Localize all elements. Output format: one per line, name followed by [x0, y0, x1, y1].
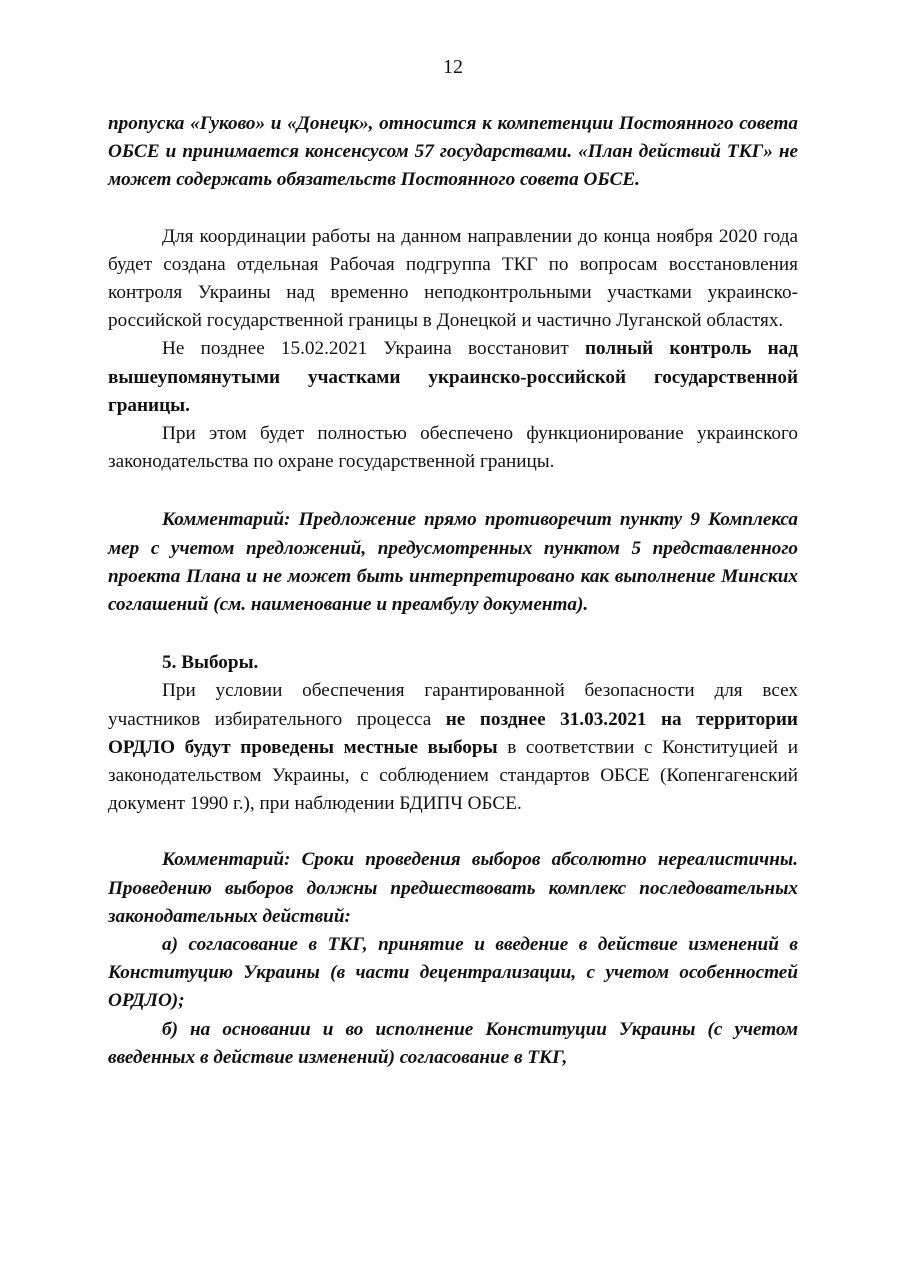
page-number: 12: [443, 56, 463, 78]
paragraph-border-legislation: При этом будет полностью обеспечено функционирование украинского законодательства по охране государственной границы.: [108, 423, 798, 473]
comment-elections-timing: Комментарий: Сроки проведения выборов абсолютно нереалистичны. Проведению выборов должны предшествовать комплекс последовательных законодательных действий:: [108, 849, 798, 927]
border-control-lead: Не позднее 15.02.2021 Украина восстановит: [162, 338, 585, 360]
section-heading-elections: 5. Выборы.: [162, 652, 259, 674]
list-item-a: а) согласование в ТКГ, принятие и введение в действие изменений в Конституцию Украины (в части децентрализации, с учетом особенностей ОРДЛО);: [108, 934, 798, 1012]
paragraph-local-elections: [108, 677, 798, 818]
paragraph-border-control: [108, 335, 798, 420]
comment-minsk-agreements: Комментарий: Предложение прямо противоречит пункту 9 Комплекса мер с учетом предложений, предусмотренных пунктом 5 представленного проекта Плана и не может быть интерпретировано как выполнение Минских соглашений (см. наименование и преамбулу документа).: [108, 509, 798, 616]
border-control-emphasis: полный контроль над вышеупомянутыми участками украинско-российской государственной границы.: [108, 338, 798, 416]
elections-tail: в соответствии с Конституцией и законодательством Украины, с соблюдением стандартов ОБСЕ (Копенгагенский документ 1990 г.), при наблюдении БДИПЧ ОБСЕ.: [108, 736, 798, 815]
list-item-b: б) на основании и во исполнение Конституции Украины (с учетом введенных в действие изменений) согласование в ТКГ,: [108, 1018, 798, 1068]
paragraph-working-subgroup: Для координации работы на данном направлении до конца ноября 2020 года будет создана отдельная Рабочая подгруппа ТКГ по вопросам восстановления контроля Украины над временно неподконтрольными участками украинско-российской государственной границы в Донецкой и частично Луганской областях.: [108, 225, 798, 332]
elections-emphasis: не позднее 31.03.2021 на территории ОРДЛО будут проведены местные выборы: [108, 708, 798, 758]
paragraph-osce-competence: пропуска «Гуково» и «Донецк», относится к компетенции Постоянного совета ОБСЕ и принимается консенсусом 57 государствами. «План действий ТКГ» не может содержать обязательств Постоянного совета ОБСЕ.: [108, 113, 798, 191]
document-body: [108, 110, 798, 1072]
elections-lead: При условии обеспечения гарантированной безопасности для всех участников избирательного процесса: [108, 680, 798, 730]
